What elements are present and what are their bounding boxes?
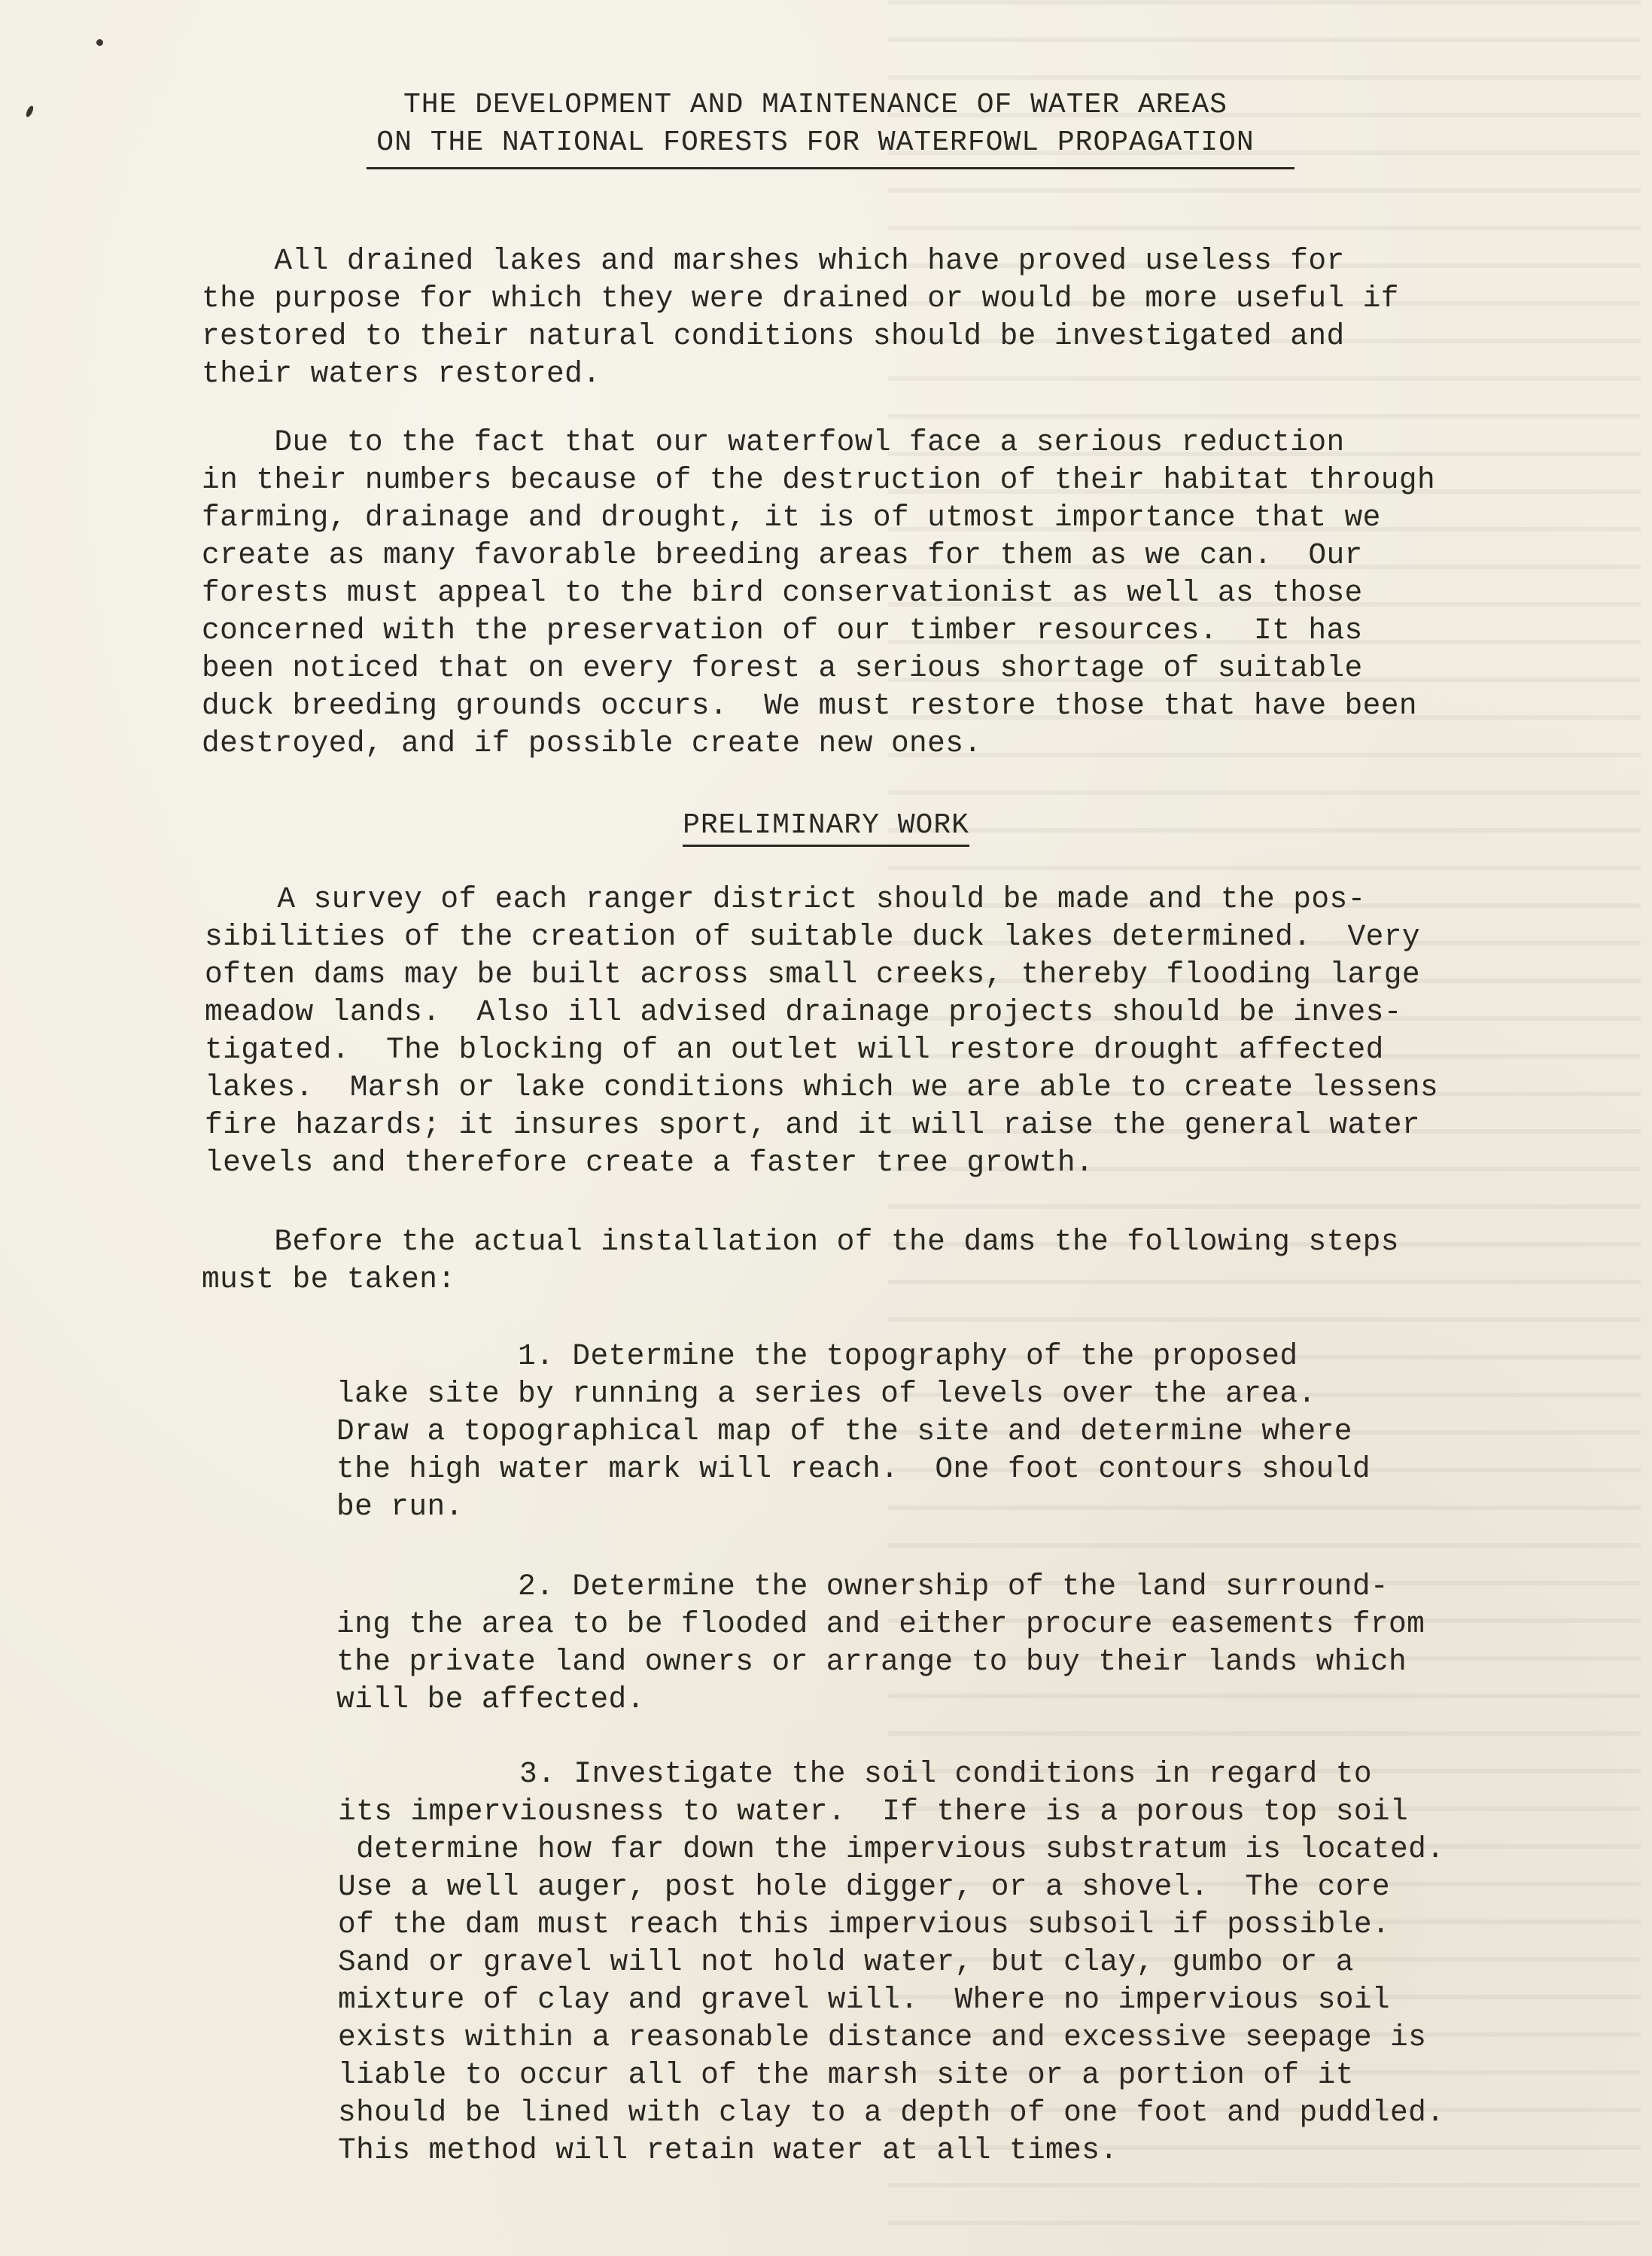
paragraph-2: Due to the fact that our waterfowl face a serious reduction in their numbers because of the destruction of their habitat through farming, drainage and drought, it is of utmost importance that we create as many favorable breeding areas for them as we can. Our forests must appeal to the bird conservationist as well as those concerned with the preservation of our timber resources. It has been noticed that on every forest a serious shortage of suitable duck breeding grounds occurs. We must restore those that have been destroyed, and if possible create new ones. bbox=[202, 425, 1436, 760]
title-line-1: THE DEVELOPMENT AND MAINTENANCE OF WATER AREAS bbox=[403, 89, 1228, 121]
paragraph-4: Before the actual installation of the dams the following steps must be taken: bbox=[202, 1225, 1399, 1296]
title-underline bbox=[367, 167, 1295, 169]
section-heading bbox=[0, 809, 1652, 842]
step-1: 1. Determine the topography of the proposed lake site by running a series of levels over the area. Draw a topographical map of the site and determine where the high water mark will reach. One foot contours should be run. bbox=[336, 1339, 1371, 1524]
step-3: 3. Investigate the soil conditions in regard to its imperviousness to water. If there is a porous top soil determine how far down the impervious substratum is located. Use a well auger, post hole digger, or a shovel. The core of the dam must reach this impervious subsoil if possible. Sand or gravel will not hold water, but clay, gumbo or a mixture of clay and gravel will. Where no impervious soil exists within a reasonable distance and excessive seepage is liable to occur all of the marsh site or a portion of it should be lined with clay to a depth of one foot and puddled. This method will retain water at all times. bbox=[338, 1757, 1445, 2167]
title-line-2: ON THE NATIONAL FORESTS FOR WATERFOWL PROPAGATION bbox=[376, 126, 1255, 159]
ink-speck bbox=[96, 39, 103, 46]
paragraph-1: All drained lakes and marshes which have proved useless for the purpose for which they were drained or would be more useful if restored to their natural conditions should be investigated and their waters restored. bbox=[202, 244, 1399, 391]
step-2: 2. Determine the ownership of the land surround- ing the area to be flooded and either procure easements from the private land owners or arrange to buy their lands which will be affected. bbox=[336, 1569, 1425, 1716]
section-heading-text: PRELIMINARY WORK bbox=[683, 809, 969, 847]
paragraph-3: A survey of each ranger district should be made and the pos- sibilities of the creation of suitable duck lakes determined. Very often dams may be built across small creeks, thereby flooding large meadow lands. Also ill advised drainage projects should be inves- tigated. The blocking of an outlet will restore drought affected lakes. Marsh or lake conditions which we are able to create lessens fire hazards; it insures sport, and it will raise the general water levels and therefore create a faster tree growth. bbox=[205, 882, 1439, 1180]
